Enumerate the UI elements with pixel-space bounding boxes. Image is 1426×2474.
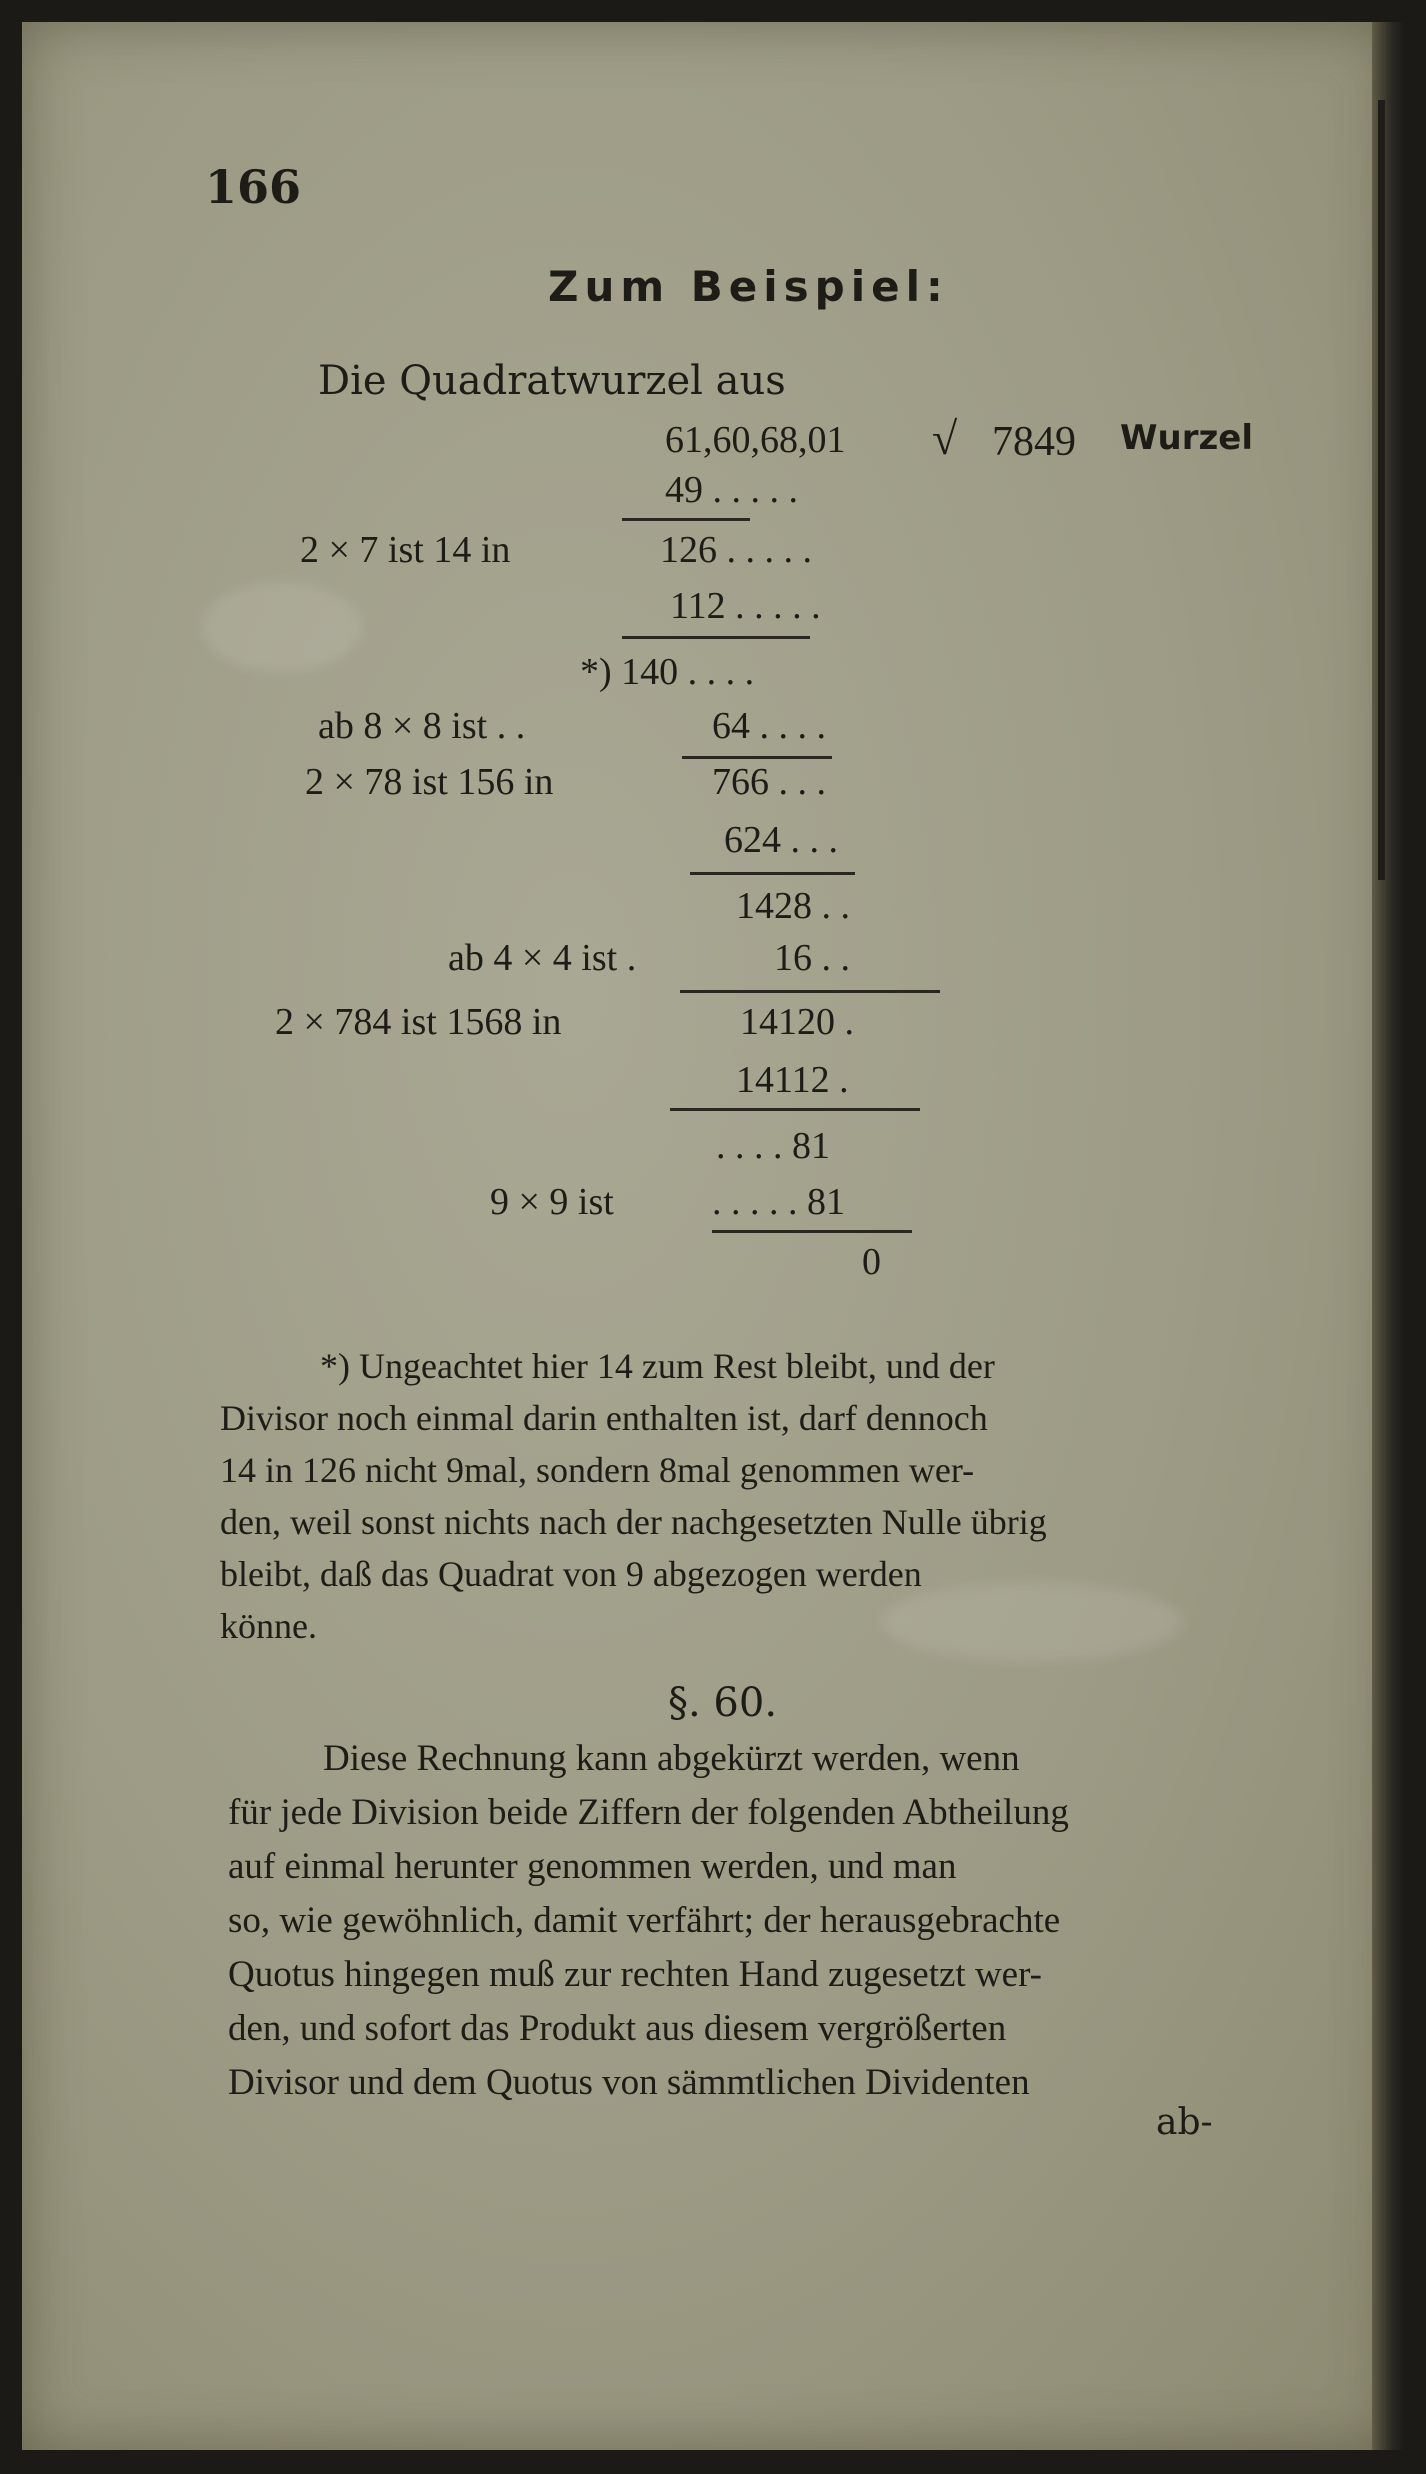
- calc-line-12: . . . . 81: [716, 1125, 830, 1167]
- calc-line-4: *) 140 . . . .: [580, 651, 755, 693]
- paragraph-line: auf einmal herunter genommen werden, und man: [228, 1846, 957, 1887]
- paragraph-line: Quotus hingegen muß zur rechten Hand zugesetzt wer-: [228, 1954, 1042, 1995]
- calc-line-5-left: ab 8 × 8 ist . .: [318, 705, 526, 747]
- calc-line-7: 624 . . .: [724, 819, 838, 861]
- root-label: Wurzel: [1120, 418, 1253, 458]
- calc-rule: [712, 1230, 912, 1233]
- calc-line-1: 49 . . . . .: [665, 469, 798, 511]
- calc-line-9-left: ab 4 × 4 ist .: [448, 937, 637, 979]
- calc-line-2-left: 2 × 7 ist 14 in: [300, 529, 511, 571]
- root-sign: √: [932, 413, 958, 464]
- paragraph-line: Divisor und dem Quotus von sämmtlichen Dividenten: [228, 2062, 1030, 2103]
- footnote-line: den, weil sonst nichts nach der nachgesetzten Nulle übrig: [220, 1502, 1047, 1542]
- calc-line-9-right: 16 . .: [774, 937, 850, 979]
- footnote-line: bleibt, daß das Quadrat von 9 abgezogen werden: [220, 1554, 922, 1594]
- calc-line-10-right: 14120 .: [740, 1001, 854, 1043]
- footnote-line: könne.: [220, 1606, 317, 1646]
- calc-rule: [682, 756, 832, 759]
- radicand: 61,60,68,01: [665, 419, 846, 461]
- calc-line-6-left: 2 × 78 ist 156 in: [305, 761, 554, 803]
- calc-line-8: 1428 . .: [736, 885, 850, 927]
- footnote-line: *) Ungeachtet hier 14 zum Rest bleibt, und der: [320, 1346, 995, 1386]
- calc-rule: [622, 518, 750, 521]
- calc-line-6-right: 766 . . .: [712, 761, 826, 803]
- page-number: 166: [205, 160, 302, 214]
- paragraph-line: so, wie gewöhnlich, damit verfährt; der herausgebrachte: [228, 1900, 1061, 1941]
- calc-line-10-left: 2 × 784 ist 1568 in: [275, 1001, 562, 1043]
- calc-line-11: 14112 .: [736, 1059, 849, 1101]
- calc-line-13-right: . . . . . 81: [712, 1181, 845, 1223]
- calc-line-5-right: 64 . . . .: [712, 705, 826, 747]
- calc-rule: [670, 1108, 920, 1111]
- footnote-line: Divisor noch einmal darin enthalten ist, darf dennoch: [220, 1398, 988, 1438]
- book-spine-shadow: [1378, 100, 1385, 880]
- calc-line-14: 0: [862, 1241, 881, 1283]
- paper-stain: [202, 582, 362, 672]
- calc-rule: [690, 872, 855, 875]
- calc-rule: [680, 990, 940, 993]
- paragraph-line: den, und sofort das Produkt aus diesem vergrößerten: [228, 2008, 1007, 2049]
- section-heading: §. 60.: [668, 1680, 778, 1726]
- calc-line-13-left: 9 × 9 ist: [490, 1181, 614, 1223]
- calc-line-2-right: 126 . . . . .: [660, 529, 812, 571]
- paragraph-line: Diese Rechnung kann abgekürzt werden, wenn: [323, 1738, 1020, 1779]
- book-gutter: [1372, 22, 1404, 2450]
- root-result: 7849: [992, 419, 1076, 465]
- footnote: [220, 1340, 1270, 1652]
- example-heading: Zum Beispiel:: [548, 262, 949, 311]
- catchword: ab-: [1156, 2102, 1213, 2143]
- footnote-line: 14 in 126 nicht 9mal, sondern 8mal genommen wer-: [220, 1450, 975, 1490]
- paragraph-line: für jede Division beide Ziffern der folgenden Abtheilung: [228, 1792, 1069, 1833]
- calc-line-3: 112 . . . . .: [670, 585, 821, 627]
- intro-line: Die Quadratwurzel aus: [318, 358, 786, 404]
- calc-rule: [622, 636, 810, 639]
